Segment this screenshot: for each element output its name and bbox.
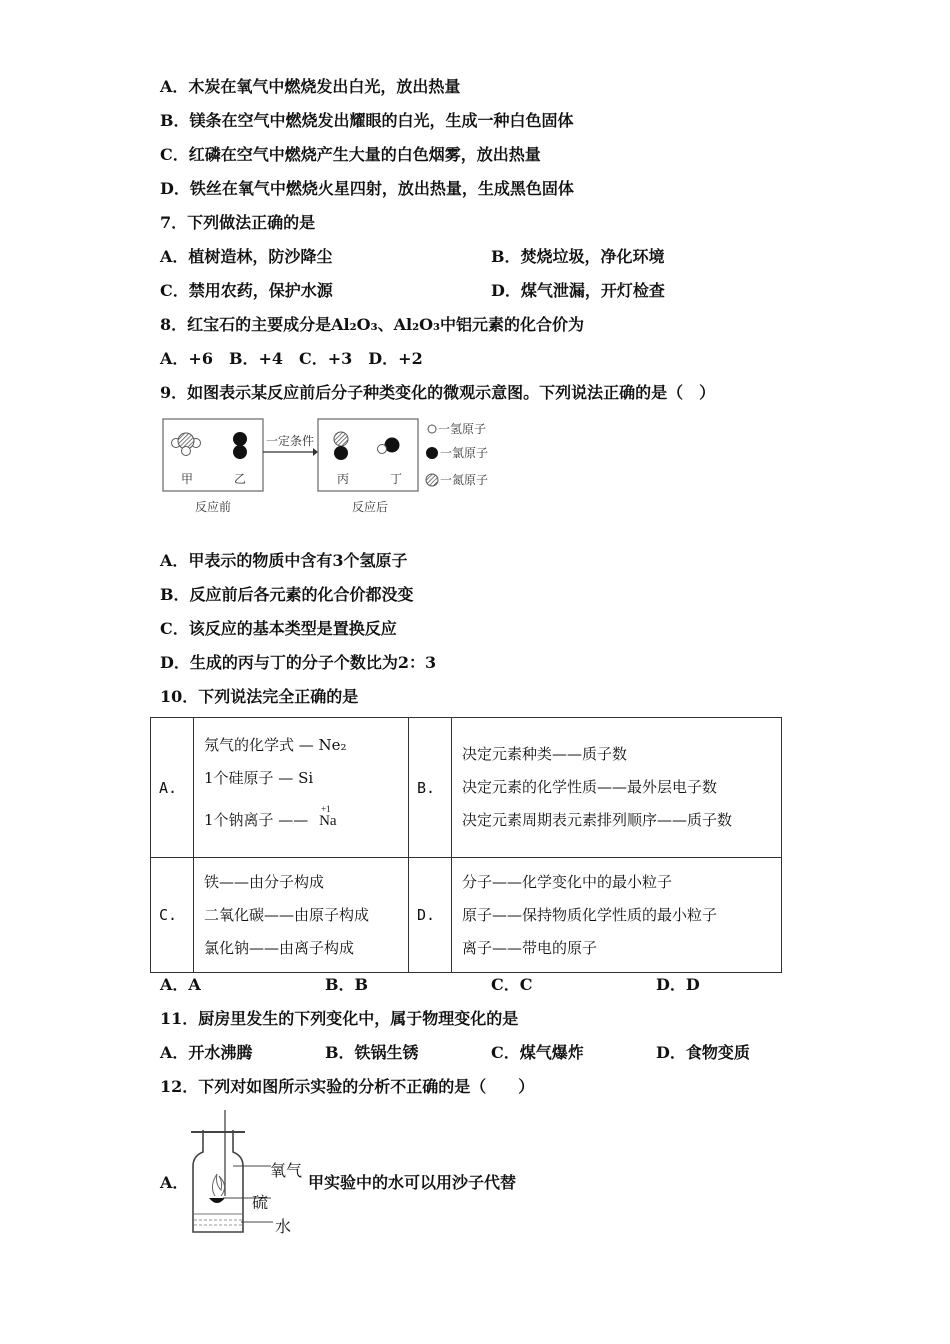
q10-d-line-2: 原子——保持物质化学性质的最小粒子: [462, 905, 718, 924]
q7-option-c: C．禁用农药，保护水源: [160, 281, 333, 300]
q11-option-b: B．铁锅生锈: [325, 1043, 419, 1062]
q10-c-line-1: 铁——由分子构成: [204, 872, 325, 891]
q11-option-d: D．食物变质: [656, 1043, 750, 1062]
legend-n: 一氮原子: [440, 473, 489, 487]
arrow-condition: 一定条件: [265, 434, 315, 448]
q10-cell-b-label: B.: [409, 718, 452, 858]
label-jia: 甲: [180, 472, 194, 486]
q10-cell-c-label: C.: [151, 858, 194, 973]
q6-option-d: D．铁丝在氧气中燃烧火星四射，放出热量，生成黑色固体: [160, 179, 574, 198]
after-box: [318, 419, 418, 491]
legend-h: 一氢原子: [438, 422, 487, 436]
q10-answer-d: D．D: [656, 975, 700, 994]
q10-a-line-3: [204, 795, 398, 846]
q11-option-c: C．煤气爆炸: [491, 1043, 584, 1062]
q10-c-line-3: 氯化钠——由离子构成: [204, 938, 355, 957]
label-oxygen: 氧气: [270, 1161, 303, 1180]
caption-before: 反应前: [194, 500, 232, 514]
q7-option-b: B．焚烧垃圾，净化环境: [491, 247, 665, 266]
reaction-diagram: [160, 415, 495, 520]
legend-cl-symbol: [426, 447, 438, 459]
q12-option-a-label: A．: [160, 1173, 189, 1192]
q10-answer-b: B．B: [325, 975, 369, 994]
gas-jar: [193, 1130, 243, 1232]
sodium-ion-symbol: [319, 796, 337, 846]
q10-answer-c: C．C: [491, 975, 533, 994]
q10-c-line-2: 二氧化碳——由原子构成: [204, 905, 370, 924]
q10-cell-d-label: D.: [409, 858, 452, 973]
q9-option-c: C．该反应的基本类型是置换反应: [160, 619, 397, 638]
q8-stem: 8．红宝石的主要成分是Al₂O₃、Al₂O₃中铝元素的化合价为: [160, 315, 585, 334]
legend-h-symbol: [428, 425, 436, 433]
table-row: [151, 718, 782, 858]
caption-after: 反应后: [351, 500, 389, 514]
q10-b-line-2: 决定元素的化学性质——最外层电子数: [462, 778, 718, 796]
q10-a-line-1: 氖气的化学式 — Ne₂: [204, 736, 347, 754]
legend-cl: 一氯原子: [440, 446, 489, 460]
q9-option-d: D．生成的丙与丁的分子个数比为2：3: [160, 653, 437, 672]
q10-b-line-1: 决定元素种类——质子数: [462, 745, 628, 763]
sodium-symbol: Na: [319, 813, 337, 829]
q10-d-line-1: 分子——化学变化中的最小粒子: [462, 872, 673, 891]
q10-d-line-3: 离子——带电的原子: [462, 938, 598, 957]
q10-cell-a: [194, 718, 409, 858]
q7-option-d: D．煤气泄漏，开灯检查: [491, 281, 665, 300]
label-sulfur: 硫: [252, 1193, 269, 1212]
q11-stem: 11．厨房里发生的下列变化中，属于物理变化的是: [160, 1009, 519, 1028]
q10-a-line-2: 1个硅原子 — Si: [204, 769, 314, 787]
q9-option-b: B．反应前后各元素的化合价都没变: [160, 585, 414, 604]
q9-option-a: A．甲表示的物质中含有3个氢原子: [160, 551, 408, 570]
label-water: 水: [275, 1217, 292, 1236]
q10-a-line-3-text: 1个钠离子 ——: [204, 811, 309, 829]
sodium-ion-charge: +1: [321, 804, 331, 814]
q10-cell-c: [194, 858, 409, 973]
q10-cell-b: [452, 718, 782, 858]
q12-option-a-text: 甲实验中的水可以用沙子代替: [308, 1173, 517, 1192]
q6-option-a: A．木炭在氧气中燃烧发出白光，放出热量: [160, 77, 461, 96]
q8-options: A．+6 B．+4 C．+3 D．+2: [160, 349, 423, 368]
label-bing: 丙: [336, 472, 350, 486]
q10-b-line-3: 决定元素周期表元素排列顺序——质子数: [462, 811, 733, 829]
q6-option-c: C．红磷在空气中燃烧产生大量的白色烟雾，放出热量: [160, 145, 541, 164]
q7-stem: 7．下列做法正确的是: [160, 213, 316, 232]
q10-cell-a-label: A.: [151, 718, 194, 858]
q7-option-a: A．植树造林，防沙降尘: [160, 247, 333, 266]
combustion-spoon: [209, 1198, 225, 1203]
arrow-head: [313, 448, 318, 456]
flame-icon: [212, 1174, 224, 1196]
label-ding: 丁: [389, 472, 403, 486]
q10-table: [150, 717, 782, 973]
q10-answer-a: A．A: [160, 975, 201, 994]
label-yi: 乙: [233, 472, 247, 486]
before-box: [163, 419, 263, 491]
q6-option-b: B．镁条在空气中燃烧发出耀眼的白光，生成一种白色固体: [160, 111, 574, 130]
table-row: [151, 858, 782, 973]
q10-cell-d: [452, 858, 782, 973]
legend-n-symbol: [426, 474, 438, 486]
q12-stem: 12．下列对如图所示实验的分析不正确的是（ ）: [160, 1077, 535, 1096]
q9-stem: 9．如图表示某反应前后分子种类变化的微观示意图。下列说法正确的是（ ）: [160, 383, 716, 402]
q11-option-a: A．开水沸腾: [160, 1043, 253, 1062]
q10-stem: 10．下列说法完全正确的是: [160, 687, 359, 706]
